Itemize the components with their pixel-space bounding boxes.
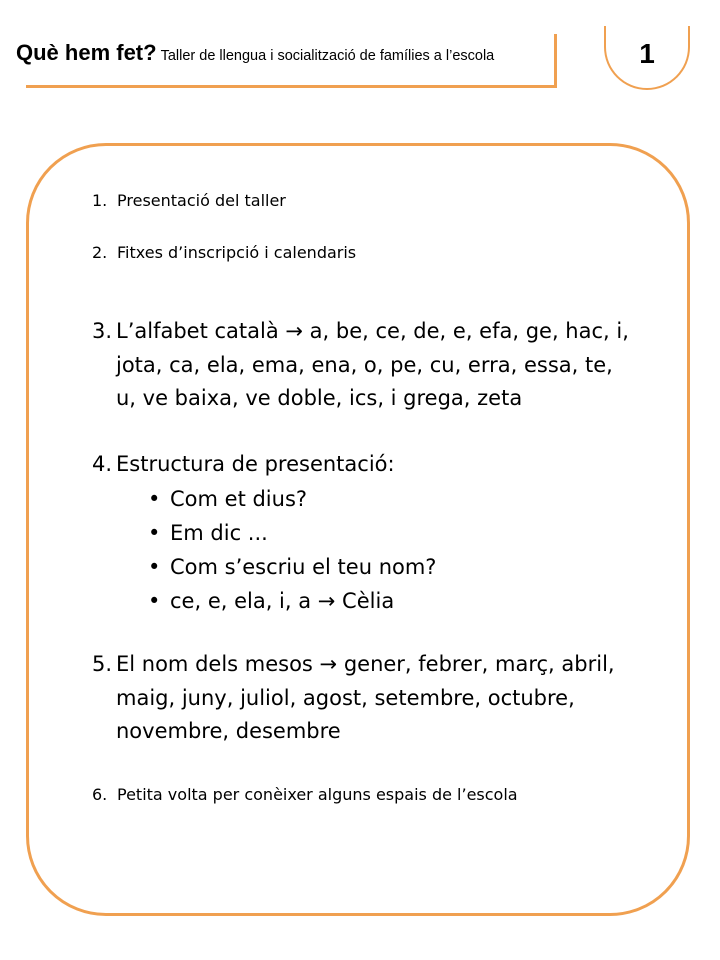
item-number: 2. xyxy=(92,243,108,262)
bullet-item: • Com s’escriu el teu nom? xyxy=(148,550,436,584)
item-number: 5. xyxy=(92,652,113,676)
bullet-list xyxy=(148,482,436,618)
bullet-icon: • xyxy=(148,555,161,579)
item-number: 6. xyxy=(92,785,108,804)
bullet-icon: • xyxy=(148,487,161,511)
item-text: Petita volta per conèixer alguns espais de l’escola xyxy=(117,785,518,804)
item-text: Fitxes d’inscripció i calendaris xyxy=(117,243,357,262)
title-subtitle: Taller de llengua i socialització de famílies a l’escola xyxy=(160,48,495,64)
item-line: maig, juny, juliol, agost, setembre, octubre, xyxy=(116,685,575,710)
item-text xyxy=(116,648,615,749)
item-line: u, ve baixa, ve doble, ics, i grega, zeta xyxy=(116,386,523,410)
item-text: Presentació del taller xyxy=(117,191,286,210)
item-text: Estructura de presentació: xyxy=(116,452,395,476)
item-number: 1. xyxy=(92,191,108,210)
bullet-item: • Em dic ... xyxy=(148,516,436,550)
item-text xyxy=(116,315,629,416)
item-line: El nom dels mesos → gener, febrer, març, abril, xyxy=(116,652,615,676)
bullet-item: • ce, e, ela, i, a → Cèlia xyxy=(148,584,436,618)
bullet-icon: • xyxy=(148,521,161,545)
item-line: L’alfabet català → a, be, ce, de, e, efa, ge, hac, i, xyxy=(116,319,629,343)
item-number: 4. xyxy=(92,452,113,476)
title-main: Què hem fet? xyxy=(16,40,157,65)
page-number: 1 xyxy=(639,38,655,69)
item-line: jota, ca, ela, ema, ena, o, pe, cu, erra, essa, te, xyxy=(116,352,613,377)
item-line: novembre, desembre xyxy=(116,719,341,743)
header-bar xyxy=(16,34,557,88)
item-number: 3. xyxy=(92,319,113,343)
page-title xyxy=(16,40,494,66)
page-number-badge xyxy=(604,26,690,90)
bullet-icon: • xyxy=(148,589,161,613)
bullet-item: • Com et dius? xyxy=(148,482,436,516)
